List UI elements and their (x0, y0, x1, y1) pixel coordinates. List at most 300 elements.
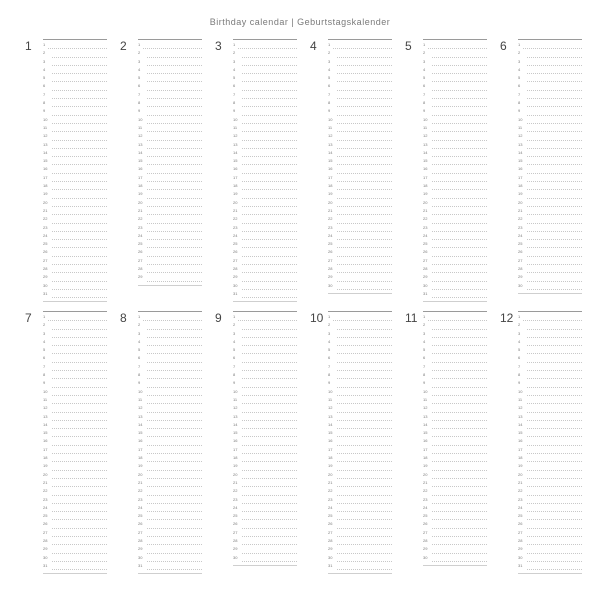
day-row[interactable] (423, 258, 487, 266)
day-row[interactable] (138, 347, 202, 355)
day-row[interactable] (423, 291, 487, 299)
day-row[interactable] (233, 200, 297, 208)
day-row[interactable] (43, 233, 107, 241)
day-row[interactable] (138, 92, 202, 100)
day-row[interactable] (233, 422, 297, 430)
day-row[interactable] (233, 339, 297, 347)
day-row[interactable] (423, 266, 487, 274)
day-row[interactable] (138, 166, 202, 174)
day-row[interactable] (233, 372, 297, 380)
day-row[interactable] (518, 347, 582, 355)
day-row[interactable] (43, 249, 107, 257)
day-row[interactable] (518, 339, 582, 347)
day-row[interactable] (43, 92, 107, 100)
day-row[interactable] (138, 455, 202, 463)
day-row[interactable] (233, 497, 297, 505)
day-row[interactable] (423, 200, 487, 208)
day-row[interactable] (138, 339, 202, 347)
day-row[interactable] (518, 175, 582, 183)
day-row[interactable] (423, 225, 487, 233)
day-row[interactable] (423, 67, 487, 75)
day-row[interactable] (423, 100, 487, 108)
day-row[interactable] (43, 225, 107, 233)
day-row[interactable] (43, 530, 107, 538)
day-row[interactable] (138, 488, 202, 496)
day-row[interactable] (138, 50, 202, 58)
day-row[interactable] (423, 50, 487, 58)
day-row[interactable] (138, 563, 202, 571)
day-row[interactable] (423, 166, 487, 174)
day-row[interactable] (328, 83, 392, 91)
day-row[interactable] (423, 117, 487, 125)
day-row[interactable] (138, 430, 202, 438)
day-row[interactable] (518, 405, 582, 413)
day-row[interactable] (233, 447, 297, 455)
day-row[interactable] (43, 241, 107, 249)
day-row[interactable] (138, 447, 202, 455)
day-row[interactable] (233, 225, 297, 233)
day-row[interactable] (43, 150, 107, 158)
day-row[interactable] (138, 397, 202, 405)
day-row[interactable] (138, 67, 202, 75)
day-row[interactable] (518, 125, 582, 133)
day-row[interactable] (328, 447, 392, 455)
day-row[interactable] (328, 480, 392, 488)
day-row[interactable] (138, 133, 202, 141)
day-row[interactable] (233, 546, 297, 554)
day-row[interactable] (233, 521, 297, 529)
day-row[interactable] (233, 42, 297, 50)
day-row[interactable] (423, 216, 487, 224)
day-row[interactable] (233, 83, 297, 91)
day-row[interactable] (423, 538, 487, 546)
day-row[interactable] (43, 158, 107, 166)
day-row[interactable] (138, 183, 202, 191)
day-row[interactable] (518, 389, 582, 397)
day-row[interactable] (328, 405, 392, 413)
day-row[interactable] (43, 355, 107, 363)
day-row[interactable] (328, 241, 392, 249)
day-row[interactable] (233, 355, 297, 363)
day-row[interactable] (43, 258, 107, 266)
day-row[interactable] (518, 455, 582, 463)
day-row[interactable] (43, 133, 107, 141)
day-row[interactable] (43, 472, 107, 480)
day-row[interactable] (423, 42, 487, 50)
day-row[interactable] (138, 100, 202, 108)
day-row[interactable] (43, 274, 107, 282)
day-row[interactable] (138, 233, 202, 241)
day-row[interactable] (43, 191, 107, 199)
day-row[interactable] (328, 347, 392, 355)
day-row[interactable] (518, 364, 582, 372)
day-row[interactable] (138, 530, 202, 538)
day-row[interactable] (328, 208, 392, 216)
day-row[interactable] (138, 422, 202, 430)
day-row[interactable] (328, 59, 392, 67)
day-row[interactable] (43, 513, 107, 521)
day-row[interactable] (43, 83, 107, 91)
day-row[interactable] (328, 563, 392, 571)
day-row[interactable] (43, 372, 107, 380)
day-row[interactable] (328, 389, 392, 397)
day-row[interactable] (138, 380, 202, 388)
day-row[interactable] (328, 505, 392, 513)
day-row[interactable] (518, 355, 582, 363)
day-row[interactable] (43, 497, 107, 505)
day-row[interactable] (43, 347, 107, 355)
day-row[interactable] (518, 133, 582, 141)
day-row[interactable] (423, 108, 487, 116)
day-row[interactable] (233, 150, 297, 158)
day-row[interactable] (328, 67, 392, 75)
day-row[interactable] (518, 183, 582, 191)
day-row[interactable] (423, 364, 487, 372)
day-row[interactable] (328, 133, 392, 141)
day-row[interactable] (328, 397, 392, 405)
day-row[interactable] (328, 472, 392, 480)
day-row[interactable] (423, 546, 487, 554)
day-row[interactable] (138, 216, 202, 224)
day-row[interactable] (43, 414, 107, 422)
day-row[interactable] (423, 505, 487, 513)
day-row[interactable] (518, 447, 582, 455)
day-row[interactable] (423, 75, 487, 83)
day-row[interactable] (233, 380, 297, 388)
day-row[interactable] (518, 241, 582, 249)
day-row[interactable] (138, 225, 202, 233)
day-row[interactable] (233, 59, 297, 67)
day-row[interactable] (138, 208, 202, 216)
day-row[interactable] (518, 472, 582, 480)
day-row[interactable] (43, 463, 107, 471)
day-row[interactable] (138, 117, 202, 125)
day-row[interactable] (43, 339, 107, 347)
day-row[interactable] (518, 208, 582, 216)
day-row[interactable] (423, 422, 487, 430)
day-row[interactable] (43, 563, 107, 571)
day-row[interactable] (328, 100, 392, 108)
day-row[interactable] (233, 389, 297, 397)
day-row[interactable] (423, 513, 487, 521)
day-row[interactable] (518, 50, 582, 58)
day-row[interactable] (328, 92, 392, 100)
day-row[interactable] (518, 438, 582, 446)
day-row[interactable] (328, 191, 392, 199)
day-row[interactable] (233, 133, 297, 141)
day-row[interactable] (328, 314, 392, 322)
day-row[interactable] (328, 50, 392, 58)
day-row[interactable] (518, 216, 582, 224)
day-row[interactable] (423, 530, 487, 538)
day-row[interactable] (518, 266, 582, 274)
day-row[interactable] (233, 166, 297, 174)
day-row[interactable] (233, 513, 297, 521)
day-row[interactable] (138, 258, 202, 266)
day-row[interactable] (138, 472, 202, 480)
day-row[interactable] (43, 430, 107, 438)
day-row[interactable] (518, 497, 582, 505)
day-row[interactable] (138, 364, 202, 372)
day-row[interactable] (233, 175, 297, 183)
day-row[interactable] (233, 480, 297, 488)
day-row[interactable] (423, 92, 487, 100)
day-row[interactable] (518, 563, 582, 571)
day-row[interactable] (233, 455, 297, 463)
day-row[interactable] (233, 463, 297, 471)
day-row[interactable] (423, 59, 487, 67)
day-row[interactable] (233, 414, 297, 422)
day-row[interactable] (328, 249, 392, 257)
day-row[interactable] (328, 513, 392, 521)
day-row[interactable] (233, 249, 297, 257)
day-row[interactable] (233, 364, 297, 372)
day-row[interactable] (328, 414, 392, 422)
day-row[interactable] (43, 42, 107, 50)
day-row[interactable] (518, 380, 582, 388)
day-row[interactable] (233, 274, 297, 282)
day-row[interactable] (233, 555, 297, 563)
day-row[interactable] (518, 555, 582, 563)
day-row[interactable] (138, 497, 202, 505)
day-row[interactable] (43, 100, 107, 108)
day-row[interactable] (233, 331, 297, 339)
day-row[interactable] (518, 488, 582, 496)
day-row[interactable] (328, 117, 392, 125)
day-row[interactable] (233, 117, 297, 125)
day-row[interactable] (328, 521, 392, 529)
day-row[interactable] (43, 447, 107, 455)
day-row[interactable] (328, 546, 392, 554)
day-row[interactable] (328, 555, 392, 563)
day-row[interactable] (328, 258, 392, 266)
day-row[interactable] (233, 397, 297, 405)
day-row[interactable] (138, 200, 202, 208)
day-row[interactable] (138, 414, 202, 422)
day-row[interactable] (138, 191, 202, 199)
day-row[interactable] (43, 488, 107, 496)
day-row[interactable] (233, 291, 297, 299)
day-row[interactable] (423, 488, 487, 496)
day-row[interactable] (328, 266, 392, 274)
day-row[interactable] (328, 125, 392, 133)
day-row[interactable] (328, 355, 392, 363)
day-row[interactable] (138, 513, 202, 521)
day-row[interactable] (138, 175, 202, 183)
day-row[interactable] (233, 405, 297, 413)
day-row[interactable] (138, 125, 202, 133)
day-row[interactable] (43, 546, 107, 554)
day-row[interactable] (518, 117, 582, 125)
day-row[interactable] (328, 322, 392, 330)
day-row[interactable] (423, 208, 487, 216)
day-row[interactable] (138, 75, 202, 83)
day-row[interactable] (423, 150, 487, 158)
day-row[interactable] (423, 497, 487, 505)
day-row[interactable] (233, 125, 297, 133)
day-row[interactable] (423, 158, 487, 166)
day-row[interactable] (518, 83, 582, 91)
day-row[interactable] (138, 83, 202, 91)
day-row[interactable] (328, 75, 392, 83)
day-row[interactable] (233, 438, 297, 446)
day-row[interactable] (518, 530, 582, 538)
day-row[interactable] (518, 258, 582, 266)
day-row[interactable] (423, 463, 487, 471)
day-row[interactable] (518, 200, 582, 208)
day-row[interactable] (43, 364, 107, 372)
day-row[interactable] (43, 208, 107, 216)
day-row[interactable] (423, 83, 487, 91)
day-row[interactable] (43, 59, 107, 67)
day-row[interactable] (423, 133, 487, 141)
day-row[interactable] (423, 414, 487, 422)
day-row[interactable] (518, 322, 582, 330)
day-row[interactable] (328, 488, 392, 496)
day-row[interactable] (43, 200, 107, 208)
day-row[interactable] (233, 233, 297, 241)
day-row[interactable] (423, 249, 487, 257)
day-row[interactable] (518, 100, 582, 108)
day-row[interactable] (233, 488, 297, 496)
day-row[interactable] (43, 455, 107, 463)
day-row[interactable] (518, 142, 582, 150)
day-row[interactable] (43, 166, 107, 174)
day-row[interactable] (518, 75, 582, 83)
day-row[interactable] (233, 258, 297, 266)
day-row[interactable] (138, 158, 202, 166)
day-row[interactable] (138, 59, 202, 67)
day-row[interactable] (233, 314, 297, 322)
day-row[interactable] (423, 191, 487, 199)
day-row[interactable] (138, 405, 202, 413)
day-row[interactable] (138, 438, 202, 446)
day-row[interactable] (43, 75, 107, 83)
day-row[interactable] (233, 67, 297, 75)
day-row[interactable] (43, 67, 107, 75)
day-row[interactable] (138, 142, 202, 150)
day-row[interactable] (233, 530, 297, 538)
day-row[interactable] (43, 108, 107, 116)
day-row[interactable] (138, 42, 202, 50)
day-row[interactable] (43, 538, 107, 546)
day-row[interactable] (138, 521, 202, 529)
day-row[interactable] (423, 405, 487, 413)
day-row[interactable] (138, 480, 202, 488)
day-row[interactable] (43, 521, 107, 529)
day-row[interactable] (43, 175, 107, 183)
day-row[interactable] (43, 555, 107, 563)
day-row[interactable] (43, 266, 107, 274)
day-row[interactable] (423, 397, 487, 405)
day-row[interactable] (233, 75, 297, 83)
day-row[interactable] (423, 331, 487, 339)
day-row[interactable] (328, 142, 392, 150)
day-row[interactable] (518, 430, 582, 438)
day-row[interactable] (328, 463, 392, 471)
day-row[interactable] (423, 322, 487, 330)
day-row[interactable] (328, 175, 392, 183)
day-row[interactable] (233, 538, 297, 546)
day-row[interactable] (233, 183, 297, 191)
day-row[interactable] (518, 283, 582, 291)
day-row[interactable] (328, 150, 392, 158)
day-row[interactable] (43, 380, 107, 388)
day-row[interactable] (518, 372, 582, 380)
day-row[interactable] (233, 92, 297, 100)
day-row[interactable] (43, 438, 107, 446)
day-row[interactable] (423, 438, 487, 446)
day-row[interactable] (518, 191, 582, 199)
day-row[interactable] (423, 472, 487, 480)
day-row[interactable] (518, 67, 582, 75)
day-row[interactable] (43, 291, 107, 299)
day-row[interactable] (328, 422, 392, 430)
day-row[interactable] (423, 455, 487, 463)
day-row[interactable] (328, 430, 392, 438)
day-row[interactable] (138, 538, 202, 546)
day-row[interactable] (423, 175, 487, 183)
day-row[interactable] (328, 331, 392, 339)
day-row[interactable] (43, 405, 107, 413)
day-row[interactable] (518, 414, 582, 422)
day-row[interactable] (138, 241, 202, 249)
day-row[interactable] (43, 322, 107, 330)
day-row[interactable] (138, 249, 202, 257)
day-row[interactable] (423, 447, 487, 455)
day-row[interactable] (328, 372, 392, 380)
day-row[interactable] (328, 380, 392, 388)
day-row[interactable] (518, 150, 582, 158)
day-row[interactable] (43, 397, 107, 405)
day-row[interactable] (233, 322, 297, 330)
day-row[interactable] (518, 546, 582, 554)
day-row[interactable] (233, 108, 297, 116)
day-row[interactable] (233, 216, 297, 224)
day-row[interactable] (138, 505, 202, 513)
day-row[interactable] (518, 274, 582, 282)
day-row[interactable] (328, 233, 392, 241)
day-row[interactable] (328, 339, 392, 347)
day-row[interactable] (423, 380, 487, 388)
day-row[interactable] (518, 538, 582, 546)
day-row[interactable] (328, 166, 392, 174)
day-row[interactable] (518, 42, 582, 50)
day-row[interactable] (328, 183, 392, 191)
day-row[interactable] (328, 158, 392, 166)
day-row[interactable] (328, 438, 392, 446)
day-row[interactable] (43, 389, 107, 397)
day-row[interactable] (328, 200, 392, 208)
day-row[interactable] (233, 241, 297, 249)
day-row[interactable] (138, 266, 202, 274)
day-row[interactable] (518, 249, 582, 257)
day-row[interactable] (138, 314, 202, 322)
day-row[interactable] (518, 314, 582, 322)
day-row[interactable] (138, 389, 202, 397)
day-row[interactable] (423, 339, 487, 347)
day-row[interactable] (328, 530, 392, 538)
day-row[interactable] (518, 480, 582, 488)
day-row[interactable] (423, 347, 487, 355)
day-row[interactable] (43, 314, 107, 322)
day-row[interactable] (138, 150, 202, 158)
day-row[interactable] (233, 266, 297, 274)
day-row[interactable] (328, 364, 392, 372)
day-row[interactable] (43, 183, 107, 191)
day-row[interactable] (518, 521, 582, 529)
day-row[interactable] (328, 108, 392, 116)
